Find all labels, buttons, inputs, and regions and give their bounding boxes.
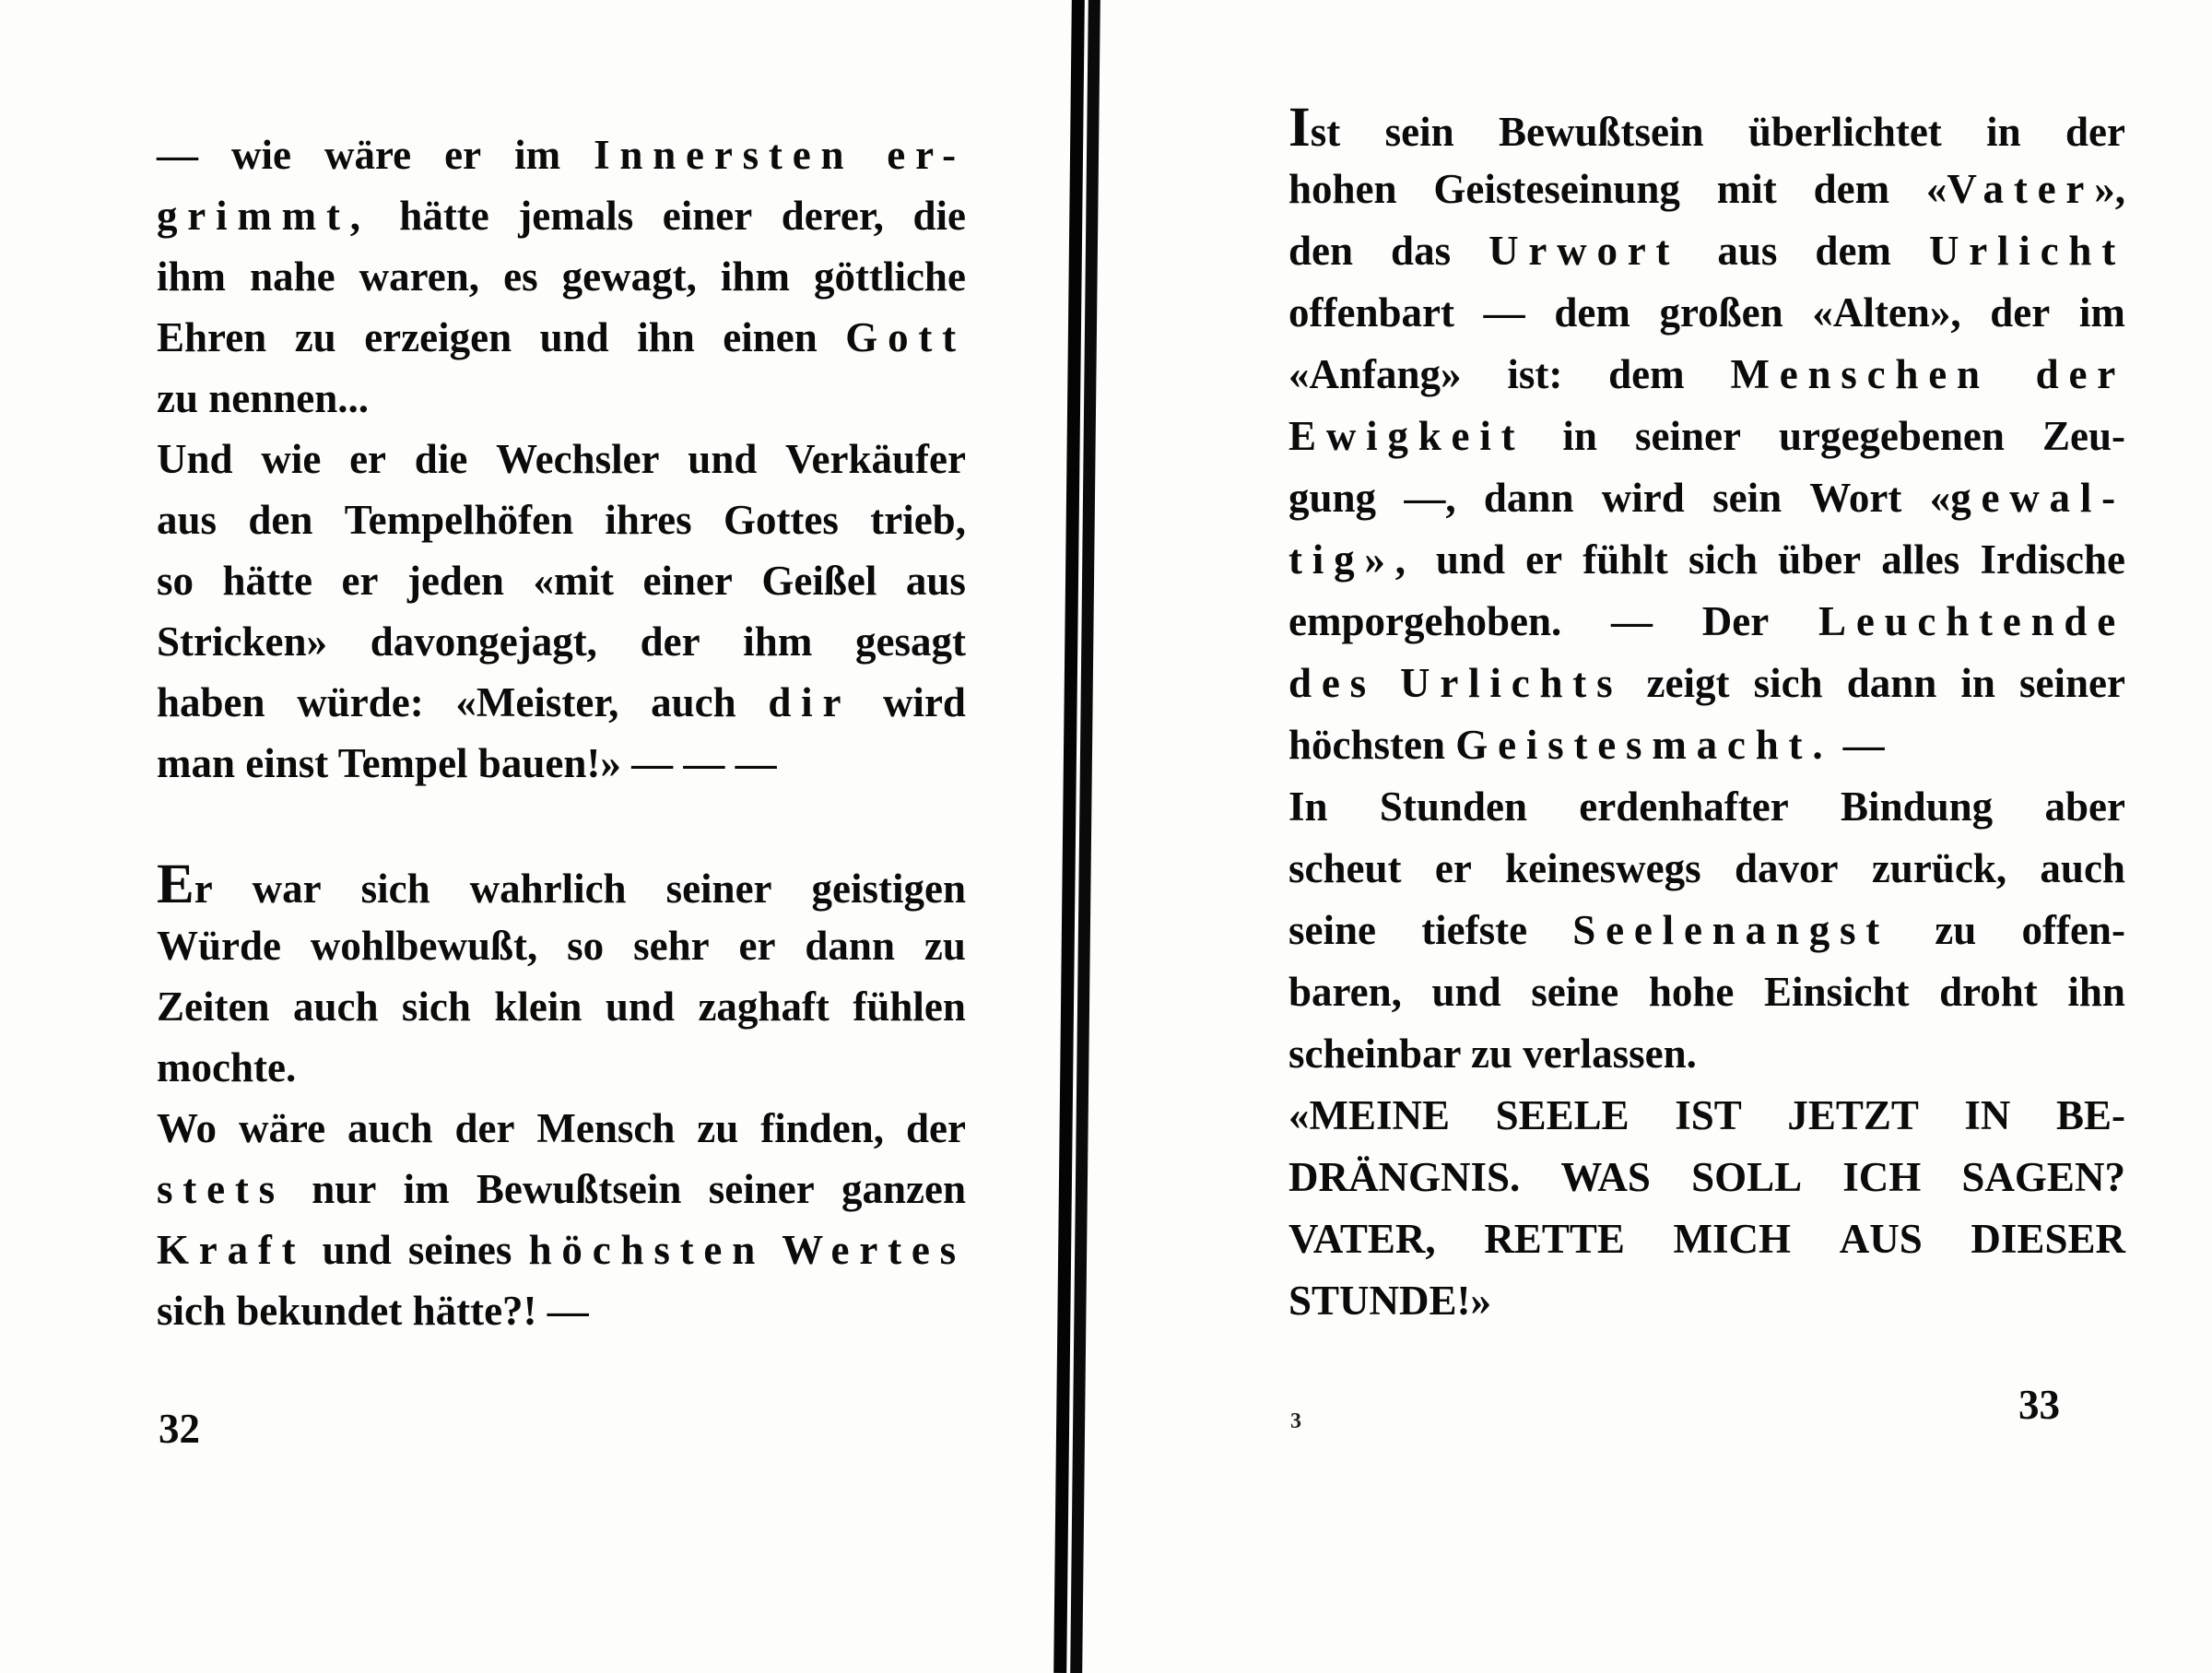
- text-line: höchsten Geistesmacht. —: [1288, 722, 1885, 768]
- word: seine: [1531, 969, 1619, 1015]
- word: seiner: [665, 866, 772, 912]
- text-line: [1288, 838, 2125, 900]
- word: Wo: [157, 1105, 218, 1151]
- word: es: [503, 253, 538, 300]
- word: auch: [651, 679, 736, 725]
- word: im: [403, 1166, 450, 1212]
- word: zurück,: [1871, 845, 2007, 891]
- word: überlichtet: [1747, 109, 1942, 155]
- word: in: [1986, 109, 2021, 155]
- word: seines: [407, 1227, 512, 1273]
- word: Geisteseinung: [1433, 166, 1680, 212]
- text-line: [1288, 776, 2125, 838]
- word: so: [157, 558, 194, 604]
- word: —,: [1404, 475, 1456, 521]
- word: seiner: [2019, 660, 2125, 706]
- word: SEELE: [1495, 1092, 1630, 1138]
- word: er: [1525, 536, 1563, 583]
- word: seine: [1288, 907, 1376, 953]
- word: wäre: [238, 1105, 326, 1151]
- text-line: [1288, 159, 2125, 220]
- word: ganzen: [841, 1166, 966, 1212]
- word: IST: [1675, 1092, 1742, 1138]
- word: den: [1288, 228, 1354, 274]
- word: grimmt,: [157, 193, 371, 239]
- word: Wertes: [782, 1227, 966, 1273]
- word: dem: [1554, 289, 1630, 336]
- word: —: [157, 132, 198, 178]
- word: er: [444, 132, 482, 178]
- word: zu: [1935, 907, 1977, 953]
- word: der: [454, 1105, 515, 1151]
- page-number-right: 33: [2018, 1382, 2060, 1428]
- word: finden,: [760, 1105, 885, 1151]
- word: und: [539, 314, 609, 360]
- word: MICH: [1673, 1216, 1792, 1262]
- word: WAS: [1560, 1154, 1651, 1200]
- text-line: STUNDE!»: [1288, 1278, 1492, 1324]
- word: ist:: [1507, 351, 1563, 397]
- word: stets: [157, 1166, 285, 1212]
- text-line: [1288, 900, 2125, 961]
- word: der: [2035, 351, 2125, 397]
- word: nahe: [250, 253, 335, 300]
- word: Zeu-: [2041, 413, 2125, 459]
- word: er-: [887, 132, 966, 178]
- word: dir: [768, 679, 852, 725]
- word: droht: [1939, 969, 2038, 1015]
- word: zeigt: [1646, 660, 1730, 706]
- word: sehr: [633, 923, 710, 969]
- word: scheut: [1288, 845, 1402, 891]
- word: wird: [882, 679, 966, 725]
- text-line: [1288, 406, 2125, 467]
- word: dann: [1483, 475, 1574, 521]
- text-line: [1288, 282, 2125, 344]
- word: Menschen: [1730, 351, 1990, 397]
- word: klein: [494, 984, 582, 1030]
- word: gewagt,: [561, 253, 697, 300]
- word: VATER,: [1288, 1216, 1436, 1262]
- page-number-left: 32: [159, 1406, 200, 1452]
- word: Kraft: [157, 1227, 306, 1273]
- word: wird: [1601, 475, 1685, 521]
- word: SOLL: [1691, 1154, 1803, 1200]
- word: Würde: [157, 923, 281, 969]
- text-line: [1288, 220, 2125, 282]
- word: wohlbewußt,: [310, 923, 538, 969]
- word: seiner: [1634, 413, 1741, 459]
- word: großen: [1659, 289, 1783, 336]
- word: DRÄNGNIS.: [1288, 1154, 1521, 1200]
- word: Irdische: [1980, 536, 2125, 583]
- word: jeden: [406, 558, 504, 604]
- word: Gott: [845, 314, 966, 360]
- word: mit: [1716, 166, 1777, 212]
- text-line: [1288, 467, 2125, 529]
- word: gesagt: [855, 619, 966, 665]
- word: wahrlich: [469, 866, 627, 912]
- word: zu: [924, 923, 966, 969]
- word: des: [1288, 660, 1376, 706]
- word: SAGEN?: [1961, 1154, 2125, 1200]
- word: waren,: [359, 253, 480, 300]
- word: ICH: [1842, 1154, 1922, 1200]
- word: Mensch: [536, 1105, 676, 1151]
- word: geistigen: [811, 866, 966, 912]
- word: Gottes: [723, 497, 839, 543]
- text-line: mochte.: [157, 1044, 297, 1090]
- word: Bewußtsein: [476, 1166, 682, 1212]
- word: würde:: [297, 679, 424, 725]
- word: dem: [1608, 351, 1685, 397]
- printer-signature-mark: 3: [1290, 1409, 1301, 1433]
- word: ihres: [605, 497, 692, 543]
- word: so: [567, 923, 605, 969]
- word: offen-: [2021, 907, 2125, 953]
- word: aus: [905, 558, 966, 604]
- word: und: [605, 984, 675, 1030]
- word: davor: [1734, 845, 1839, 891]
- word: aber: [2044, 783, 2125, 830]
- word: in: [1562, 413, 1597, 459]
- word: er: [738, 923, 776, 969]
- word: der: [905, 1105, 966, 1151]
- word: Seelenangst: [1572, 907, 1890, 953]
- word: sein: [1712, 475, 1783, 521]
- word: In: [1288, 783, 1328, 830]
- word: alles: [1881, 536, 1960, 583]
- text-line: [1288, 1085, 2125, 1147]
- word: Ist: [1288, 97, 1341, 159]
- word: Innersten: [594, 132, 854, 178]
- word: einer: [642, 558, 733, 604]
- word: zu: [294, 314, 336, 360]
- word: DIESER: [1971, 1216, 2125, 1262]
- word: der: [640, 619, 700, 665]
- word: Ehren: [157, 314, 267, 360]
- word: Urwort: [1488, 228, 1680, 274]
- text-line: [1288, 1208, 2125, 1270]
- word: und: [322, 1227, 392, 1273]
- word: «mit: [533, 558, 614, 604]
- word: Zeiten: [157, 984, 270, 1030]
- word: ihm: [720, 253, 790, 300]
- word: keineswegs: [1505, 845, 1701, 891]
- word: Und: [157, 436, 233, 482]
- word: fühlen: [853, 984, 966, 1030]
- word: sich: [1753, 660, 1823, 706]
- word: dem: [1815, 228, 1891, 274]
- word: Verkäufer: [785, 436, 966, 482]
- word: Er: [157, 854, 213, 915]
- word: AUS: [1839, 1216, 1923, 1262]
- word: RETTE: [1484, 1216, 1625, 1262]
- text-line: [1288, 529, 2125, 591]
- word: höchsten: [528, 1227, 766, 1273]
- word: JETZT: [1787, 1092, 1919, 1138]
- word: baren,: [1288, 969, 1402, 1015]
- word: Urlicht: [1928, 228, 2125, 274]
- word: BE-: [2055, 1092, 2125, 1138]
- word: und: [1431, 969, 1501, 1015]
- word: Tempelhöfen: [344, 497, 574, 543]
- word: hätte: [399, 193, 489, 239]
- word: auch: [2040, 845, 2125, 891]
- word: gung: [1288, 475, 1377, 521]
- word: Stunden: [1379, 783, 1527, 830]
- word: davongejagt,: [370, 619, 597, 665]
- word: seiner: [708, 1166, 815, 1212]
- word: jemals: [518, 193, 634, 239]
- word: der: [2065, 109, 2125, 155]
- word: den: [248, 497, 313, 543]
- word: über: [1778, 536, 1862, 583]
- word: im: [2078, 289, 2125, 336]
- word: erzeigen: [364, 314, 512, 360]
- word: die: [912, 193, 966, 239]
- page-right-text: [1288, 97, 2125, 1332]
- word: im: [514, 132, 561, 178]
- word: Einsicht: [1763, 969, 1910, 1015]
- word: Der: [1701, 598, 1770, 644]
- word: «Vater»,: [1925, 166, 2125, 212]
- word: hätte: [222, 558, 312, 604]
- word: ihm: [743, 619, 813, 665]
- word: ihn: [637, 314, 695, 360]
- text-line: sich bekundet hätte?! —: [157, 1288, 589, 1334]
- word: dann: [805, 923, 895, 969]
- word: tig»,: [1288, 536, 1416, 583]
- word: Bindung: [1841, 783, 1994, 830]
- word: «MEINE: [1288, 1092, 1451, 1138]
- word: Leuchtende: [1818, 598, 2125, 644]
- word: IN: [1964, 1092, 2011, 1138]
- word: hohen: [1288, 166, 1397, 212]
- word: auch: [347, 1105, 433, 1151]
- text-line: zu nennen...: [157, 375, 370, 421]
- word: derer,: [781, 193, 884, 239]
- word: haben: [157, 679, 265, 725]
- text-line: [1288, 344, 2125, 406]
- word: wie: [231, 132, 291, 178]
- word: und: [688, 436, 758, 482]
- word: war: [252, 866, 322, 912]
- word: dann: [1846, 660, 1937, 706]
- word: erdenhafter: [1579, 783, 1789, 830]
- word: aus: [157, 497, 218, 543]
- word: der: [1990, 289, 2051, 336]
- text-line: [1288, 97, 2125, 159]
- word: wie: [261, 436, 322, 482]
- text-line: [1288, 1147, 2125, 1208]
- text-line: [1288, 653, 2125, 714]
- word: er: [341, 558, 379, 604]
- text-line: man einst Tempel bauen!» — — —: [157, 740, 777, 786]
- word: fühlt: [1583, 536, 1668, 583]
- word: einer: [662, 193, 753, 239]
- word: Stricken»: [157, 619, 327, 665]
- word: das: [1391, 228, 1452, 274]
- word: die: [414, 436, 468, 482]
- word: göttliche: [813, 253, 966, 300]
- word: —: [1483, 289, 1525, 336]
- word: tiefste: [1421, 907, 1528, 953]
- word: aus: [1717, 228, 1778, 274]
- word: Urlichts: [1400, 660, 1623, 706]
- word: auch: [292, 984, 379, 1030]
- word: in: [1960, 660, 1995, 706]
- word: dem: [1813, 166, 1890, 212]
- text-line: [1288, 961, 2125, 1023]
- word: wäre: [324, 132, 412, 178]
- word: nur: [312, 1166, 377, 1212]
- word: und: [1435, 536, 1505, 583]
- word: hohe: [1648, 969, 1735, 1015]
- word: ihm: [157, 253, 227, 300]
- word: Ewigkeit: [1288, 413, 1525, 459]
- word: «Anfang»: [1288, 351, 1462, 397]
- word: er: [349, 436, 387, 482]
- word: «gewal-: [1929, 475, 2125, 521]
- word: emporgehoben.: [1288, 598, 1562, 644]
- word: sich: [401, 984, 471, 1030]
- word: Geißel: [761, 558, 877, 604]
- word: er: [1434, 845, 1472, 891]
- word: sein: [1384, 109, 1454, 155]
- word: Bewußtsein: [1498, 109, 1704, 155]
- word: urgegebenen: [1778, 413, 2005, 459]
- word: trieb,: [870, 497, 966, 543]
- word: einen: [723, 314, 818, 360]
- word: sich: [1688, 536, 1758, 583]
- word: zu: [697, 1105, 739, 1151]
- word: ihn: [2067, 969, 2125, 1015]
- word: «Alten»,: [1812, 289, 1961, 336]
- word: Wort: [1809, 475, 1902, 521]
- word: sich: [360, 866, 430, 912]
- word: —: [1611, 598, 1653, 644]
- text-line: [1288, 591, 2125, 653]
- word: offenbart: [1288, 289, 1454, 336]
- word: zaghaft: [698, 984, 830, 1030]
- word: Wechsler: [496, 436, 660, 482]
- word: «Meister,: [455, 679, 619, 725]
- text-line: scheinbar zu verlassen.: [1288, 1031, 1697, 1077]
